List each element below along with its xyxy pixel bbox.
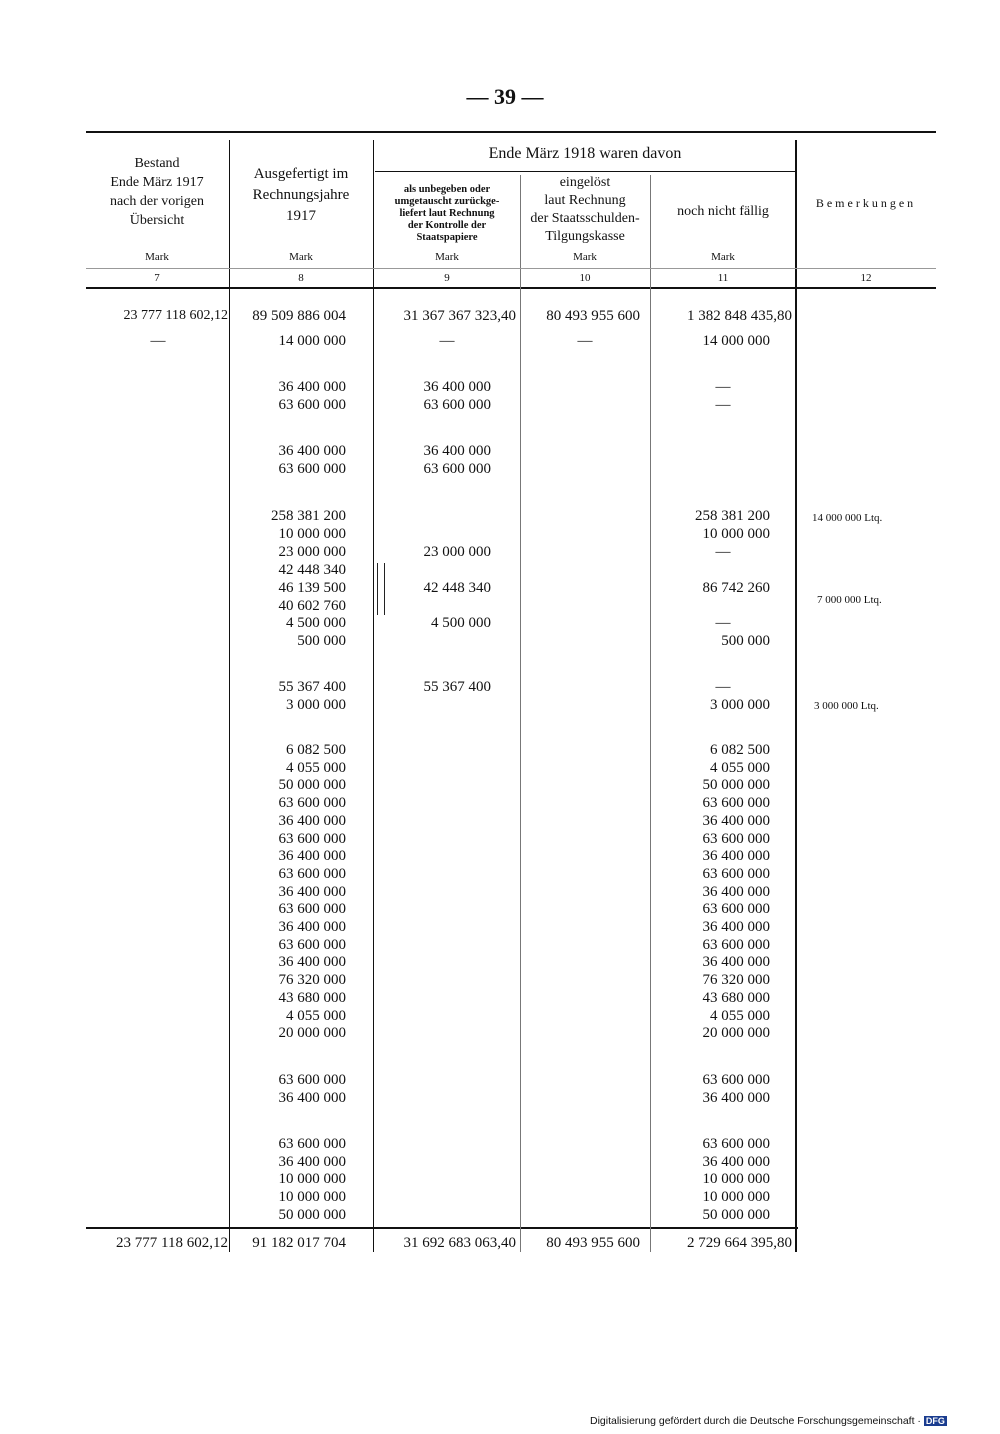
b6-col8-16: 20 000 000 — [278, 1025, 346, 1042]
b4-col11-2: — — [715, 544, 731, 560]
b4-col9-0: 23 000 000 — [423, 544, 491, 560]
row0-col7: 23 777 118 602,12 — [123, 308, 228, 323]
group-underline — [375, 171, 795, 172]
col-divider-11-12 — [795, 140, 797, 1252]
col-divider-10-11 — [650, 175, 651, 1252]
colnum-10: 10 — [579, 272, 591, 284]
b4-col9-1: 42 448 340 — [423, 580, 491, 596]
colnum-7: 7 — [154, 272, 160, 284]
row0-col8: 89 509 886 004 — [252, 308, 346, 324]
b6-col11-6: 36 400 000 — [702, 848, 770, 865]
b4-col11-0: 258 381 200 — [695, 508, 770, 524]
b4-col8-1: 10 000 000 — [278, 526, 346, 542]
row0-col11: 1 382 848 435,80 — [687, 308, 792, 324]
remark-2: 3 000 000 Ltq. — [814, 700, 879, 712]
unit-col9: Mark — [435, 251, 459, 263]
b6-col11-2: 50 000 000 — [702, 777, 770, 794]
b6-col11-4: 36 400 000 — [702, 812, 770, 829]
b7-col8-1: 36 400 000 — [278, 1089, 346, 1106]
b8-col8-2: 10 000 000 — [278, 1171, 346, 1188]
b6-col8-5: 63 600 000 — [278, 830, 346, 847]
header-col11: noch nicht fällig — [677, 204, 769, 219]
row0-col10: 80 493 955 600 — [546, 308, 640, 324]
b6-col11-8: 36 400 000 — [702, 883, 770, 900]
b6-col8-7: 63 600 000 — [278, 865, 346, 882]
b2-col9-0: 36 400 000 — [423, 379, 491, 395]
b6-col8-9: 63 600 000 — [278, 901, 346, 918]
row1-col9: — — [439, 333, 455, 349]
b5-col11-0: — — [715, 679, 731, 695]
b2-col8-0: 36 400 000 — [278, 379, 346, 395]
b6-col11-15: 4 055 000 — [710, 1007, 770, 1024]
b6-col8-3: 63 600 000 — [278, 795, 346, 812]
remark-0: 14 000 000 Ltq. — [812, 512, 883, 524]
b5-col9-0: 55 367 400 — [423, 679, 491, 695]
b8-col11-3: 10 000 000 — [702, 1189, 770, 1206]
b4-col11-5: 500 000 — [721, 633, 770, 649]
dfg-logo: DFG — [925, 1416, 945, 1426]
total-rule — [86, 1227, 798, 1229]
top-rule — [86, 131, 936, 133]
b5-col11-1: 3 000 000 — [710, 697, 770, 713]
b4-col8-3: 42 448 340 — [278, 562, 346, 578]
total-col8: 91 182 017 704 — [252, 1235, 346, 1251]
row1-col8: 14 000 000 — [278, 333, 346, 349]
b4-col11-4: — — [715, 615, 731, 631]
b4-col8-4: 46 139 500 — [278, 580, 346, 596]
total-col11: 2 729 664 395,80 — [687, 1235, 792, 1251]
unit-line — [86, 268, 936, 269]
header-col12: Bemerkungen — [815, 196, 917, 210]
b6-col11-0: 6 082 500 — [710, 742, 770, 758]
b3-col8-0: 36 400 000 — [278, 443, 346, 459]
b7-col11-0: 63 600 000 — [702, 1072, 770, 1088]
b6-col11-3: 63 600 000 — [702, 795, 770, 812]
b6-col8-12: 36 400 000 — [278, 954, 346, 971]
b4-col8-6: 4 500 000 — [286, 615, 346, 631]
footer-text: Digitalisierung gefördert durch die Deutsche Forschungsgemeinschaft · — [590, 1415, 921, 1427]
total-col9: 31 692 683 063,40 — [403, 1235, 516, 1251]
b4-col8-7: 500 000 — [297, 633, 346, 649]
b4-col8-0: 258 381 200 — [271, 508, 346, 524]
colnum-9: 9 — [444, 272, 450, 284]
col-divider-7-8 — [229, 140, 230, 1252]
unit-col10: Mark — [573, 251, 597, 263]
unit-col8: Mark — [289, 251, 313, 263]
footer — [590, 1415, 947, 1427]
header-col8: Ausgefertigt im Rechnungsjahre 1917 — [252, 166, 350, 224]
b6-col8-14: 43 680 000 — [278, 989, 346, 1006]
total-col10: 80 493 955 600 — [546, 1235, 640, 1251]
b8-col8-0: 63 600 000 — [278, 1136, 346, 1152]
col-divider-9-10 — [520, 175, 521, 1252]
colnum-11: 11 — [717, 272, 729, 284]
total-col7: 23 777 118 602,12 — [116, 1235, 228, 1251]
b7-col8-0: 63 600 000 — [278, 1072, 346, 1088]
b4-col8-2: 23 000 000 — [278, 544, 346, 560]
b2-col9-1: 63 600 000 — [423, 397, 491, 413]
b3-col9-0: 36 400 000 — [423, 443, 491, 459]
b6-col11-5: 63 600 000 — [702, 830, 770, 847]
b6-col11-14: 43 680 000 — [702, 989, 770, 1006]
page-number: — 39 — — [466, 84, 544, 109]
colnum-8: 8 — [298, 272, 304, 284]
b4-col9-2: 4 500 000 — [431, 615, 491, 631]
b6-col8-4: 36 400 000 — [278, 812, 346, 829]
remark-1: 7 000 000 Ltq. — [817, 594, 882, 606]
b5-col8-0: 55 367 400 — [278, 679, 346, 695]
b8-col8-4: 50 000 000 — [278, 1206, 346, 1223]
unit-col11: Mark — [711, 251, 735, 263]
b4-col8-5: 40 602 760 — [278, 598, 346, 614]
b6-col8-8: 36 400 000 — [278, 883, 346, 900]
b6-col11-7: 63 600 000 — [702, 865, 770, 882]
header-col10: eingelöst laut Rechnung der Staatsschulden- Tilgungskasse — [530, 175, 640, 244]
b6-col8-15: 4 055 000 — [286, 1007, 346, 1024]
row0-col9: 31 367 367 323,40 — [403, 308, 516, 324]
colnum-12: 12 — [860, 272, 872, 284]
b4-col11-3: 86 742 260 — [702, 580, 770, 596]
b6-col8-11: 63 600 000 — [278, 936, 346, 953]
row1-col10: — — [577, 333, 593, 349]
b8-col11-0: 63 600 000 — [702, 1136, 770, 1152]
row1-col7: — — [150, 333, 166, 349]
b6-col8-1: 4 055 000 — [286, 759, 346, 776]
b6-col11-12: 36 400 000 — [702, 954, 770, 971]
b3-col8-1: 63 600 000 — [278, 461, 346, 477]
b2-col8-1: 63 600 000 — [278, 397, 346, 413]
b6-col8-10: 36 400 000 — [278, 919, 346, 935]
header-col7: Bestand Ende März 1917 nach der vorigen Übersicht — [109, 156, 205, 228]
b6-col11-11: 63 600 000 — [702, 936, 770, 953]
b6-col8-6: 36 400 000 — [278, 848, 346, 865]
b8-col8-3: 10 000 000 — [278, 1189, 346, 1206]
b6-col11-16: 20 000 000 — [702, 1025, 770, 1042]
b2-col11-1: — — [715, 397, 731, 413]
b3-col9-1: 63 600 000 — [423, 461, 491, 477]
b6-col11-1: 4 055 000 — [710, 759, 770, 776]
b7-col11-1: 36 400 000 — [702, 1089, 770, 1106]
b8-col11-2: 10 000 000 — [702, 1171, 770, 1188]
b8-col11-1: 36 400 000 — [702, 1153, 770, 1170]
b6-col8-2: 50 000 000 — [278, 777, 346, 794]
b6-col8-13: 76 320 000 — [278, 972, 346, 989]
b2-col11-0: — — [715, 379, 731, 395]
header-bottom-rule — [86, 287, 936, 289]
unit-col7: Mark — [145, 251, 169, 263]
b6-col11-9: 63 600 000 — [702, 901, 770, 918]
b6-col8-0: 6 082 500 — [286, 742, 346, 758]
header-group: Ende März 1918 waren davon — [488, 145, 682, 162]
header-col9: als unbegeben oder umgetauscht zurückge- liefert laut Rechnung der Kontrolle der Staatspapiere — [394, 184, 500, 243]
b8-col8-1: 36 400 000 — [278, 1153, 346, 1170]
row1-col11: 14 000 000 — [702, 333, 770, 349]
col-divider-8-9 — [373, 140, 374, 1252]
b5-col8-1: 3 000 000 — [286, 697, 346, 713]
b6-col11-10: 36 400 000 — [702, 919, 770, 935]
b8-col11-4: 50 000 000 — [702, 1206, 770, 1223]
b4-col11-1: 10 000 000 — [702, 526, 770, 542]
b6-col11-13: 76 320 000 — [702, 972, 770, 989]
